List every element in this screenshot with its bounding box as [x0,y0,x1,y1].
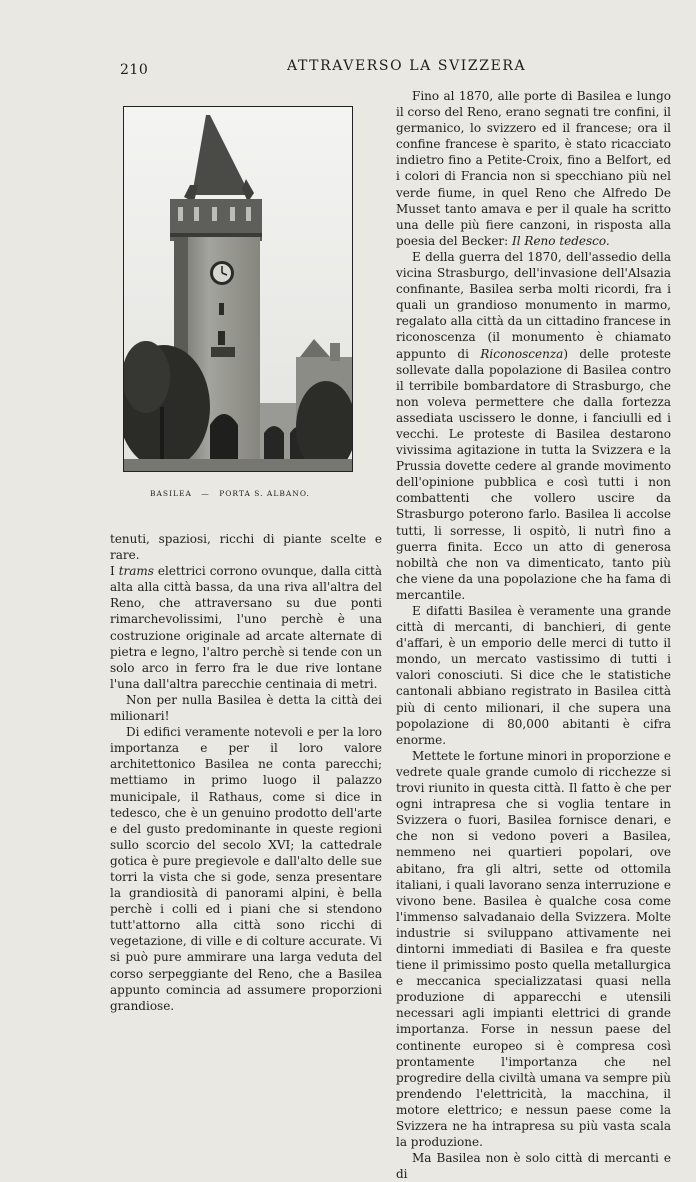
paragraph: I trams elettrici corrono ovunque, dalla città alta alla città bassa, da una riva all'altra del Reno, che attraversano su due ponti rimarchevolissimi, l'uno perchè è una costruzione originale ad arcate alternate di pietra e legno, l'altro perchè si tende con un solo arco in ferro fra le due rive lontane l'una dall'altra parecchie centinaia di metri. [110,564,382,691]
page-number: 210 [120,62,149,78]
paragraph: tenuti, spaziosi, ricchi di piante scelte e rare. [110,532,382,563]
tower-illustration [124,107,352,471]
caption-dash: — [201,489,210,498]
caption-place: BASILEA [150,489,192,498]
paragraph: Mettete le fortune minori in proporzione e vedrete quale grande cumolo di ricchezze si trovi riunito in questa città. Il fatto è che per ogni intrapresa che si voglia tentare in Svizzera o fuori, Basilea fornisce denari, e che non si vedono poveri a Basilea, nemmeno nei quartieri popolari, ove abitano, fra gli altri, sette od ottomila italiani, i quali lavorano senza interruzione e vivono bene. Basilea è qualche cosa come l'immenso salvadanaio della Svizzera. Molte industrie si sviluppano attivamente nei dintorni immediati di Basilea e fra queste tiene il primissimo posto quella metallurgica e meccanica specializzatasi quasi nella produzione di apparecchi e utensili necessari agli impianti elettrici di grande importanza. Forse in nessun paese del continente europeo si è compresa così prontamente l'importanza che nel progredire della civiltà umana va sempre più prendendo l'elettricità, la macchina, il motore elettrico; e nessun paese come la Svizzera ne ha intrapresa su più vasta scala la produzione. [396,748,671,1150]
paragraph: Non per nulla Basilea è detta la città dei milionari! [110,692,382,724]
paragraph: Fino al 1870, alle porte di Basilea e lungo il corso del Reno, erano segnati tre confini, il germanico, lo svizzero ed il francese; ora il confine francese è sparito, è stato ricacciato indietro fino a Petite-Croix, fino a Belfort, ed i colori di Francia non si specchiano più nel verde fiume, in quel Reno che Alfredo De Musset tanto amava e per il quale ha scritto una delle più fiere canzoni, in risposta alla poesia del Becker: Il Reno tedesco. [396,89,671,248]
paragraph: E difatti Basilea è veramente una grande città di mercanti, di banchieri, di gente d'affari, è un emporio delle merci di tutto il mondo, un mercato vastissimo di tutti i valori conosciuti. Si dice che le statistiche cantonali abbiano registrato in Basilea città più di cento milionari, il che supera una popolazione di 80,000 abitanti è cifra enorme. [396,604,671,747]
running-title: ATTRAVERSO LA SVIZZERA [287,58,527,74]
paragraph: Di edifici veramente notevoli e per la loro importanza e per il loro valore architettonico Basilea ne conta parecchi; mettiamo in primo luogo il palazzo municipale, il Rathaus, come si dice in tedesco, che è un genuino prodotto dell'arte e del gusto predominante in queste regioni sullo scorcio del secolo XVI; la cattedrale gotica è pure pregievole e dall'alto delle sue torri la vista che si gode, senza presentare la grandiosità di panorami alpini, è bella perchè i colli ed i piani che si stendono tutt'attorno alla città sono ricchi di vegetazione, di ville e di colture accurate. Vi si può pure ammirare una larga veduta del corso serpeggiante del Reno, che a Basilea appunto comincia ad assumere proporzioni grandiose. [110,725,382,1013]
figure [123,106,353,474]
figure-caption [150,489,340,498]
left-column [110,531,382,1014]
caption-subject: PORTA S. ALBANO. [219,489,310,498]
right-column [396,88,671,1182]
paragraph: Ma Basilea non è solo città di mercanti e di [396,1151,671,1182]
tower-photo [123,106,353,472]
paragraph: E della guerra del 1870, dell'assedio della vicina Strasburgo, dell'invasione dell'Alsazia confinante, Basilea serba molti ricordi, fra i quali un grandioso monumento in marmo, regalato alla città da un cittadino francese in riconoscenza (il monumento è chiamato appunto di Riconoscenza) delle proteste sollevate dalla popolazione di Basilea contro il terribile bombardatore di Strasburgo, che non voleva permettere che dalla fortezza assediata uscissero le donne, i fanciulli ed i vecchi. Le proteste di Basilea destarono vivissima agitazione in tutta la Svizzera e la Prussia dovette cedere al grande movimento dell'opinione pubblica e così tutti i non combattenti che vollero uscire da Strasburgo poterono farlo. Basilea li accolse tutti, li sorresse, li ospitò, li nutrì fino a guerra finita. Ecco un atto di generosa nobiltà che non va dimenticato, tanto più che viene da una popolazione che ha fama di mercantile. [396,249,671,602]
